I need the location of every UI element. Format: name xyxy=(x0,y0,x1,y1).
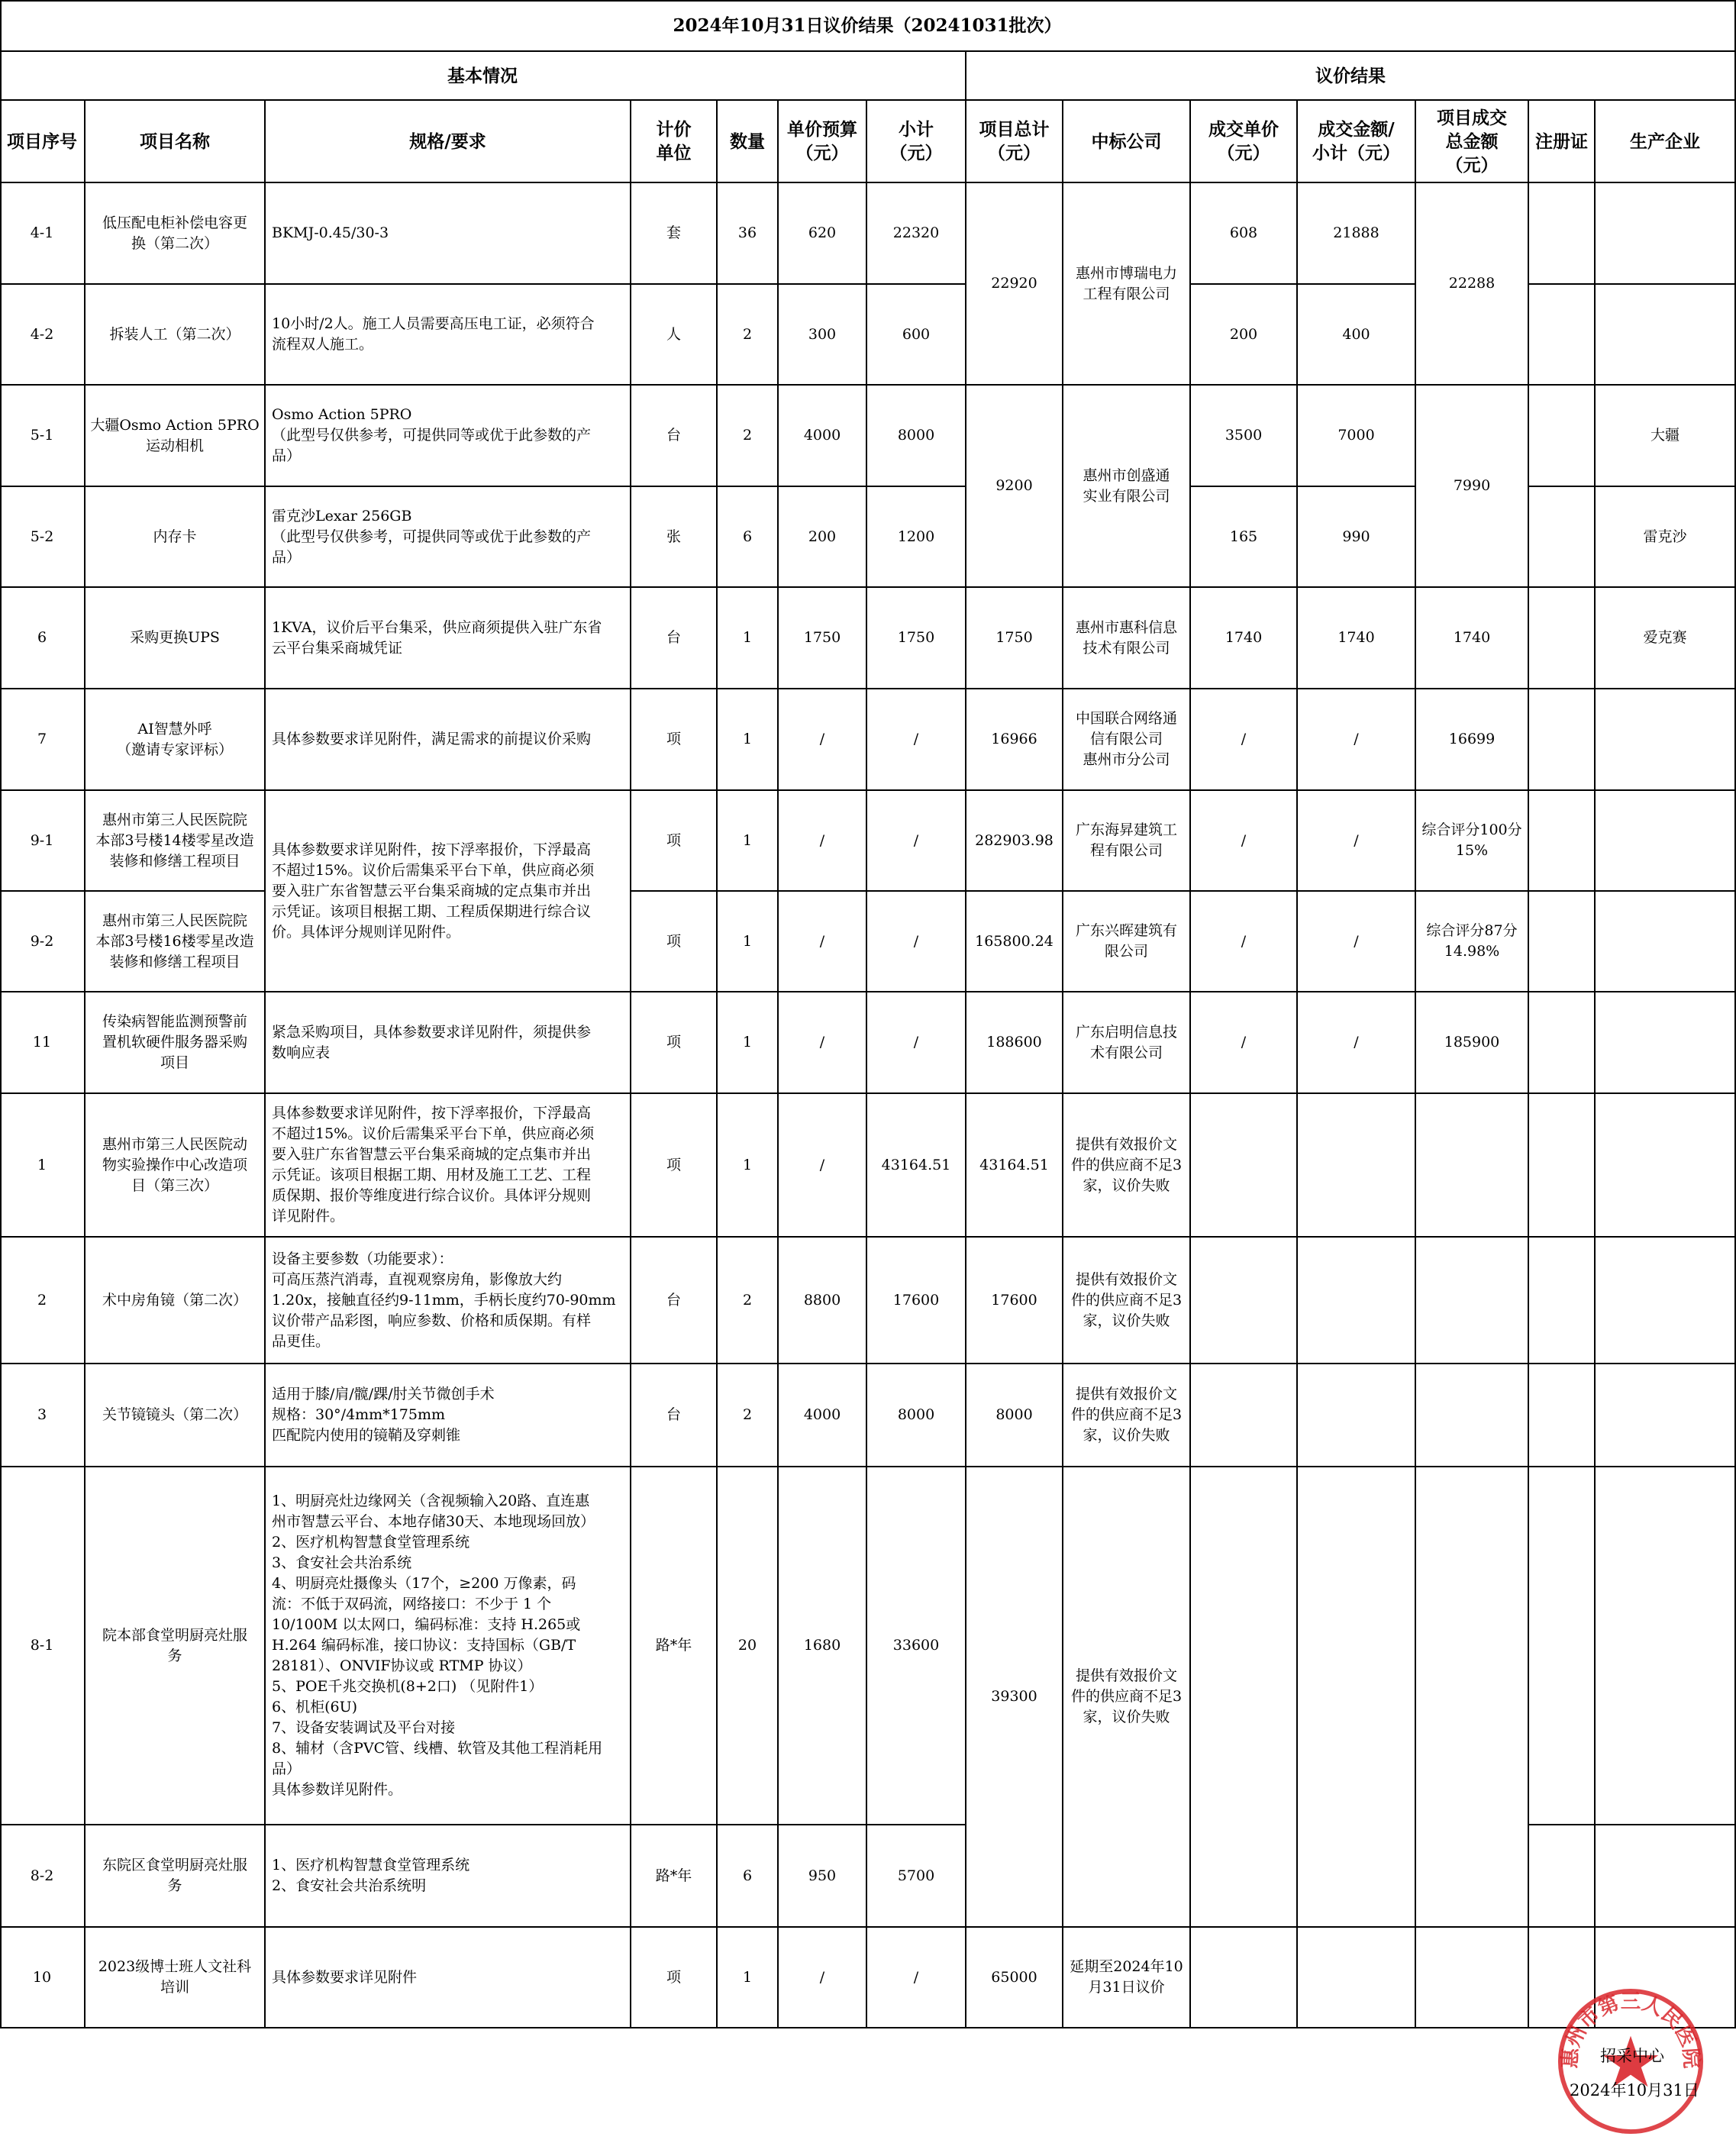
table-cell-unit: 项 xyxy=(631,992,718,1094)
table-cell-cert xyxy=(1529,386,1596,487)
winning-company: 惠州市创盛通 实业有限公司 xyxy=(1063,386,1191,588)
table-cell-deal-price: 608 xyxy=(1191,183,1298,285)
table-cell-spec: 1、明厨亮灶边缘网关（含视频输入20路、直连惠 州市智慧云平台、本地存储30天、本地现场回放） 2、医疗机构智慧食堂管理系统 3、食安社会共治系统 4、明厨亮灶摄像头（17个，≥200 万像素，码 流：不低于双码流，网络接口：不少于 1 个 10/100M 以太网口，编码标准：支持 H.265或 H.264 编码标准，接口协议：支持国标（GB/T 28181）、ONVIF协议或 RTMP 协议） 5、POE千兆交换机(8+2口) （见附件1） 6、机柜(6U) 7、设备安装调试及平台对接 8、辅材（含PVC管、线槽、软管及其他工程消耗用 品） 具体参数详见附件。 xyxy=(266,1467,631,1825)
table-cell-maker xyxy=(1596,285,1736,386)
table-cell-qty: 2 xyxy=(718,386,779,487)
table-cell-name: 采购更换UPS xyxy=(86,588,266,689)
winning-company: 提供有效报价文 件的供应商不足3 家，议价失败 xyxy=(1063,1364,1191,1467)
stamp-department: 招采中心 xyxy=(1600,2047,1664,2065)
table-cell-subtotal: / xyxy=(867,791,966,892)
winning-company: 提供有效报价文 件的供应商不足3 家，议价失败 xyxy=(1063,1094,1191,1238)
table-cell-cert xyxy=(1529,1364,1596,1467)
table-cell-unit: 项 xyxy=(631,791,718,892)
table-cell-subtotal: 17600 xyxy=(867,1238,966,1364)
table-cell-cert xyxy=(1529,1467,1596,1825)
table-cell-name: 传染病智能监测预警前 置机软硬件服务器采购 项目 xyxy=(86,992,266,1094)
table-cell-maker xyxy=(1596,1825,1736,1928)
column-header: 成交金额/ 小计（元） xyxy=(1298,101,1416,183)
table-cell-qty: 1 xyxy=(718,992,779,1094)
column-header: 小计 （元） xyxy=(867,101,966,183)
table-cell-price: 950 xyxy=(779,1825,867,1928)
table-cell-deal-price xyxy=(1191,1364,1298,1467)
table-cell-cert xyxy=(1529,183,1596,285)
deal-total: 综合评分100分 15% xyxy=(1416,791,1529,892)
table-cell-maker: 大疆 xyxy=(1596,386,1736,487)
table-cell-subtotal: / xyxy=(867,992,966,1094)
table-cell-name: 东院区食堂明厨亮灶服 务 xyxy=(86,1825,266,1928)
table-cell-deal-price: 200 xyxy=(1191,285,1298,386)
deal-total: 185900 xyxy=(1416,992,1529,1094)
table-cell-name: 拆装人工（第二次） xyxy=(86,285,266,386)
table-cell-spec: 具体参数要求详见附件，按下浮率报价，下浮最高 不超过15%。议价后需集采平台下单，供应商必须 要入驻广东省智慧云平台集采商城的定点集市并出 示凭证。该项目根据工期、用材及施工工艺、工程 质保期、报价等维度进行综合议价。具体评分规则 详见附件。 xyxy=(266,1094,631,1238)
table-cell-deal-amount xyxy=(1298,1467,1416,1928)
table-cell-name: 2023级博士班人文社科 培训 xyxy=(86,1928,266,2028)
table-cell-maker xyxy=(1596,689,1736,791)
deal-total xyxy=(1416,1467,1529,1928)
project-total: 22920 xyxy=(966,183,1063,386)
winning-company: 惠州市惠科信息 技术有限公司 xyxy=(1063,588,1191,689)
table-cell-no: 2 xyxy=(0,1238,86,1364)
project-total: 188600 xyxy=(966,992,1063,1094)
table-cell-subtotal: 43164.51 xyxy=(867,1094,966,1238)
table-cell-maker xyxy=(1596,992,1736,1094)
table-cell-cert xyxy=(1529,992,1596,1094)
table-cell-deal-amount: / xyxy=(1298,791,1416,892)
table-cell-no: 8-1 xyxy=(0,1467,86,1825)
table-cell-price: 200 xyxy=(779,487,867,588)
table-cell-spec: 设备主要参数（功能要求）： 可高压蒸汽消毒，直视观察房角，影像放大约 1.20x，接触直径约9-11mm，手柄长度约70-90mm 议价带产品彩图，响应参数、价格和质保期。有样 品更佳。 xyxy=(266,1238,631,1364)
winning-company: 广东启明信息技 术有限公司 xyxy=(1063,992,1191,1094)
table-cell-name: 关节镜镜头（第二次） xyxy=(86,1364,266,1467)
table-cell-no: 10 xyxy=(0,1928,86,2028)
table-cell-spec: 具体参数要求详见附件，按下浮率报价，下浮最高 不超过15%。议价后需集采平台下单，供应商必须 要入驻广东省智慧云平台集采商城的定点集市并出 示凭证。该项目根据工期、工程质保期进行综合议 价。具体评分规则详见附件。 xyxy=(266,791,631,992)
table-cell-deal-amount xyxy=(1298,1094,1416,1238)
table-cell-spec: 具体参数要求详见附件，满足需求的前提议价采购 xyxy=(266,689,631,791)
table-cell-deal-price xyxy=(1191,1238,1298,1364)
table-cell-qty: 1 xyxy=(718,689,779,791)
column-header: 单价预算 （元） xyxy=(779,101,867,183)
table-cell-qty: 1 xyxy=(718,892,779,992)
table-cell-deal-amount: 21888 xyxy=(1298,183,1416,285)
table-cell-cert xyxy=(1529,1825,1596,1928)
table-cell-price: / xyxy=(779,892,867,992)
table-cell-cert xyxy=(1529,892,1596,992)
table-cell-deal-price: / xyxy=(1191,892,1298,992)
table-cell-unit: 项 xyxy=(631,892,718,992)
column-header: 项目成交 总金额 （元） xyxy=(1416,101,1529,183)
table-cell-name: 惠州市第三人民医院院 本部3号楼16楼零星改造 装修和修缮工程项目 xyxy=(86,892,266,992)
table-cell-subtotal: 600 xyxy=(867,285,966,386)
table-cell-qty: 1 xyxy=(718,791,779,892)
table-cell-price: 4000 xyxy=(779,1364,867,1467)
deal-total xyxy=(1416,1364,1529,1467)
table-cell-cert xyxy=(1529,487,1596,588)
table-cell-unit: 台 xyxy=(631,1238,718,1364)
table-cell-subtotal: / xyxy=(867,689,966,791)
table-cell-unit: 张 xyxy=(631,487,718,588)
table-cell-no: 7 xyxy=(0,689,86,791)
deal-total: 16699 xyxy=(1416,689,1529,791)
winning-company: 提供有效报价文 件的供应商不足3 家，议价失败 xyxy=(1063,1467,1191,1928)
table-cell-no: 8-2 xyxy=(0,1825,86,1928)
table-cell-name: 低压配电柜补偿电容更 换（第二次） xyxy=(86,183,266,285)
table-cell-spec: 紧急采购项目，具体参数要求详见附件，须提供参 数响应表 xyxy=(266,992,631,1094)
table-cell-price: / xyxy=(779,689,867,791)
table-cell-deal-amount: 1740 xyxy=(1298,588,1416,689)
table-cell-deal-price: 3500 xyxy=(1191,386,1298,487)
table-cell-unit: 项 xyxy=(631,689,718,791)
table-cell-subtotal: 8000 xyxy=(867,386,966,487)
table-cell-price: 1750 xyxy=(779,588,867,689)
project-total: 43164.51 xyxy=(966,1094,1063,1238)
table-cell-maker xyxy=(1596,1364,1736,1467)
table-cell-price: 8800 xyxy=(779,1238,867,1364)
table-cell-spec: 10小时/2人。施工人员需要高压电工证，必须符合 流程双人施工。 xyxy=(266,285,631,386)
table-cell-qty: 1 xyxy=(718,1094,779,1238)
table-cell-deal-amount: 400 xyxy=(1298,285,1416,386)
project-total: 16966 xyxy=(966,689,1063,791)
table-cell-name: 院本部食堂明厨亮灶服 务 xyxy=(86,1467,266,1825)
table-cell-subtotal: 5700 xyxy=(867,1825,966,1928)
table-cell-cert xyxy=(1529,689,1596,791)
table-cell-subtotal: 8000 xyxy=(867,1364,966,1467)
sheet-title: 2024年10月31日议价结果（20241031批次） xyxy=(0,0,1736,52)
section-result: 议价结果 xyxy=(966,52,1736,101)
table-cell-deal-price: / xyxy=(1191,992,1298,1094)
table-cell-no: 4-2 xyxy=(0,285,86,386)
table-cell-deal-amount: / xyxy=(1298,689,1416,791)
table-cell-unit: 项 xyxy=(631,1094,718,1238)
table-cell-deal-amount xyxy=(1298,1238,1416,1364)
winning-company: 延期至2024年10 月31日议价 xyxy=(1063,1928,1191,2028)
table-cell-cert xyxy=(1529,285,1596,386)
table-cell-name: 术中房角镜（第二次） xyxy=(86,1238,266,1364)
column-header: 注册证 xyxy=(1529,101,1596,183)
table-cell-maker xyxy=(1596,1467,1736,1825)
table-cell-qty: 6 xyxy=(718,1825,779,1928)
table-cell-deal-amount: 7000 xyxy=(1298,386,1416,487)
table-cell-no: 11 xyxy=(0,992,86,1094)
column-header: 项目总计 （元） xyxy=(966,101,1063,183)
table-cell-no: 4-1 xyxy=(0,183,86,285)
deal-total: 7990 xyxy=(1416,386,1529,588)
table-cell-subtotal: / xyxy=(867,1928,966,2028)
table-cell-name: AI智慧外呼 （邀请专家评标） xyxy=(86,689,266,791)
table-cell-price: 4000 xyxy=(779,386,867,487)
table-cell-cert xyxy=(1529,1094,1596,1238)
table-cell-spec: BKMJ-0.45/30-3 xyxy=(266,183,631,285)
deal-total xyxy=(1416,1928,1529,2028)
table-cell-unit: 项 xyxy=(631,1928,718,2028)
winning-company: 中国联合网络通 信有限公司 惠州市分公司 xyxy=(1063,689,1191,791)
table-cell-maker xyxy=(1596,892,1736,992)
column-header: 规格/要求 xyxy=(266,101,631,183)
table-cell-name: 惠州市第三人民医院院 本部3号楼14楼零星改造 装修和修缮工程项目 xyxy=(86,791,266,892)
project-total: 165800.24 xyxy=(966,892,1063,992)
column-header: 数量 xyxy=(718,101,779,183)
table-cell-price: / xyxy=(779,1928,867,2028)
table-cell-price: 620 xyxy=(779,183,867,285)
table-cell-maker xyxy=(1596,1094,1736,1238)
column-header: 项目名称 xyxy=(86,101,266,183)
table-cell-spec: 1KVA，议价后平台集采，供应商须提供入驻广东省 云平台集采商城凭证 xyxy=(266,588,631,689)
table-cell-spec: Osmo Action 5PRO （此型号仅供参考，可提供同等或优于此参数的产 品） xyxy=(266,386,631,487)
table-cell-subtotal: 1750 xyxy=(867,588,966,689)
table-cell-qty: 2 xyxy=(718,1364,779,1467)
table-cell-deal-amount xyxy=(1298,1928,1416,2028)
table-cell-spec: 1、医疗机构智慧食堂管理系统 2、食安社会共治系统明 xyxy=(266,1825,631,1928)
table-cell-no: 5-1 xyxy=(0,386,86,487)
table-cell-maker xyxy=(1596,183,1736,285)
deal-total: 综合评分87分 14.98% xyxy=(1416,892,1529,992)
stamp-date: 2024年10月31日 xyxy=(1570,2081,1699,2099)
table-cell-deal-amount: 990 xyxy=(1298,487,1416,588)
winning-company: 惠州市博瑞电力 工程有限公司 xyxy=(1063,183,1191,386)
column-header: 中标公司 xyxy=(1063,101,1191,183)
table-cell-deal-price xyxy=(1191,1467,1298,1928)
table-cell-deal-price xyxy=(1191,1094,1298,1238)
table-cell-spec: 适用于膝/肩/髋/踝/肘关节微创手术 规格：30°/4mm*175mm 匹配院内使用的镜鞘及穿刺锥 xyxy=(266,1364,631,1467)
svg-text:惠州市第三人民医院: 惠州市第三人民医院 xyxy=(1557,1990,1704,2070)
table-cell-no: 9-1 xyxy=(0,791,86,892)
winning-company: 广东兴晖建筑有 限公司 xyxy=(1063,892,1191,992)
table-cell-qty: 36 xyxy=(718,183,779,285)
table-cell-name: 内存卡 xyxy=(86,487,266,588)
table-cell-maker: 爱克赛 xyxy=(1596,588,1736,689)
deal-total xyxy=(1416,1238,1529,1364)
deal-total xyxy=(1416,1094,1529,1238)
table-cell-spec: 雷克沙Lexar 256GB （此型号仅供参考，可提供同等或优于此参数的产 品） xyxy=(266,487,631,588)
table-cell-price: / xyxy=(779,791,867,892)
table-cell-deal-price: / xyxy=(1191,791,1298,892)
table-cell-qty: 1 xyxy=(718,588,779,689)
deal-total: 1740 xyxy=(1416,588,1529,689)
project-total: 8000 xyxy=(966,1364,1063,1467)
table-cell-qty: 2 xyxy=(718,285,779,386)
deal-total: 22288 xyxy=(1416,183,1529,386)
table-cell-price: / xyxy=(779,1094,867,1238)
table-cell-qty: 1 xyxy=(718,1928,779,2028)
table-cell-no: 1 xyxy=(0,1094,86,1238)
table-cell-deal-price: 1740 xyxy=(1191,588,1298,689)
winning-company: 提供有效报价文 件的供应商不足3 家，议价失败 xyxy=(1063,1238,1191,1364)
table-cell-deal-price: 165 xyxy=(1191,487,1298,588)
table-cell-qty: 20 xyxy=(718,1467,779,1825)
table-cell-deal-amount: / xyxy=(1298,892,1416,992)
table-cell-price: / xyxy=(779,992,867,1094)
table-cell-unit: 套 xyxy=(631,183,718,285)
table-cell-price: 300 xyxy=(779,285,867,386)
table-cell-unit: 台 xyxy=(631,588,718,689)
table-cell-maker xyxy=(1596,1238,1736,1364)
table-cell-subtotal: 33600 xyxy=(867,1467,966,1825)
table-cell-name: 大疆Osmo Action 5PRO 运动相机 xyxy=(86,386,266,487)
column-header: 计价 单位 xyxy=(631,101,718,183)
table-cell-cert xyxy=(1529,791,1596,892)
column-header: 项目序号 xyxy=(0,101,86,183)
table-cell-deal-price: / xyxy=(1191,689,1298,791)
table-cell-cert xyxy=(1529,1238,1596,1364)
table-cell-subtotal: 22320 xyxy=(867,183,966,285)
table-cell-cert xyxy=(1529,588,1596,689)
table-cell-unit: 路*年 xyxy=(631,1825,718,1928)
project-total: 39300 xyxy=(966,1467,1063,1928)
table-cell-unit: 路*年 xyxy=(631,1467,718,1825)
table-cell-price: 1680 xyxy=(779,1467,867,1825)
project-total: 9200 xyxy=(966,386,1063,588)
winning-company: 广东海昇建筑工 程有限公司 xyxy=(1063,791,1191,892)
table-cell-unit: 台 xyxy=(631,1364,718,1467)
column-header: 生产企业 xyxy=(1596,101,1736,183)
section-basic: 基本情况 xyxy=(0,52,966,101)
table-cell-subtotal: 1200 xyxy=(867,487,966,588)
project-total: 17600 xyxy=(966,1238,1063,1364)
table-cell-deal-amount xyxy=(1298,1364,1416,1467)
table-cell-qty: 6 xyxy=(718,487,779,588)
table-cell-spec: 具体参数要求详见附件 xyxy=(266,1928,631,2028)
table-cell-deal-amount: / xyxy=(1298,992,1416,1094)
column-header: 成交单价 （元） xyxy=(1191,101,1298,183)
project-total: 1750 xyxy=(966,588,1063,689)
table-cell-no: 9-2 xyxy=(0,892,86,992)
project-total: 65000 xyxy=(966,1928,1063,2028)
table-cell-maker: 雷克沙 xyxy=(1596,487,1736,588)
table-cell-no: 5-2 xyxy=(0,487,86,588)
table-cell-maker xyxy=(1596,791,1736,892)
project-total: 282903.98 xyxy=(966,791,1063,892)
table-cell-unit: 人 xyxy=(631,285,718,386)
table-cell-name: 惠州市第三人民医院动 物实验操作中心改造项 目（第三次） xyxy=(86,1094,266,1238)
table-cell-no: 3 xyxy=(0,1364,86,1467)
table-cell-deal-price xyxy=(1191,1928,1298,2028)
table-cell-no: 6 xyxy=(0,588,86,689)
table-cell-subtotal: / xyxy=(867,892,966,992)
table-cell-qty: 2 xyxy=(718,1238,779,1364)
table-cell-unit: 台 xyxy=(631,386,718,487)
